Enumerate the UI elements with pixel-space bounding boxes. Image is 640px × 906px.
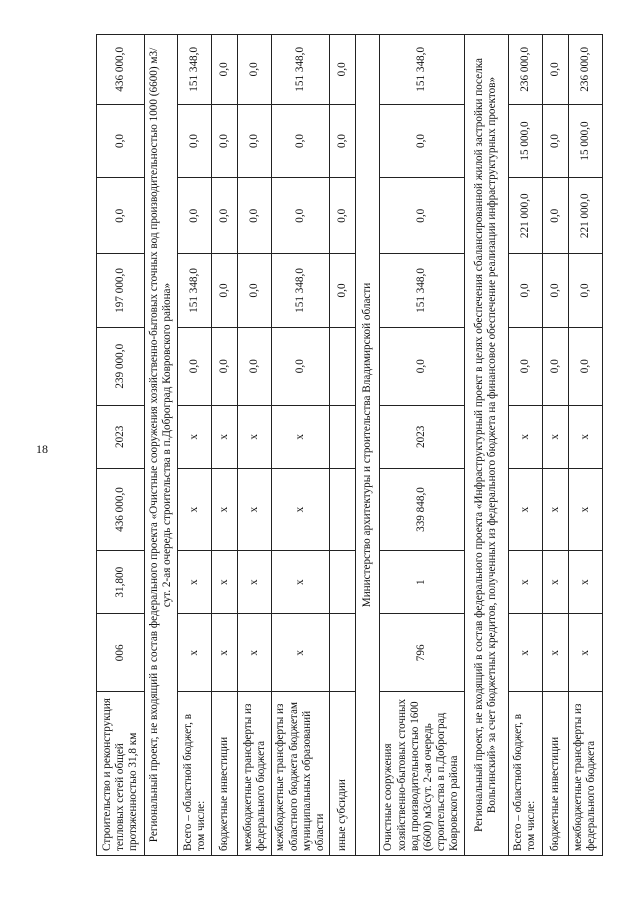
- row-label-cell: Всего – областной бюджет, в том числе:: [508, 692, 542, 856]
- value-cell: х: [542, 469, 568, 551]
- page-number: 18: [36, 442, 48, 456]
- value-cell: 0,0: [212, 178, 238, 254]
- value-cell: 221 000,0: [568, 178, 602, 254]
- value-cell: 0,0: [238, 327, 272, 405]
- value-cell: [330, 327, 356, 405]
- section-heading-row: [464, 35, 508, 856]
- value-cell: 0,0: [238, 178, 272, 254]
- value-cell: х: [212, 614, 238, 692]
- row-label-cell: межбюджетные трансферты из областного бюджета бюджетам муниципальных образований области: [272, 692, 330, 856]
- row-label-cell: бюджетные инвестиции: [212, 692, 238, 856]
- value-cell: 0,0: [542, 254, 568, 328]
- value-cell: х: [568, 550, 602, 613]
- value-cell: х: [568, 614, 602, 692]
- value-cell: 0,0: [212, 327, 238, 405]
- table-row: [272, 35, 330, 856]
- value-cell: 0,0: [97, 104, 145, 178]
- row-label-cell: межбюджетные трансферты из федерального бюджета: [238, 692, 272, 856]
- value-cell: 0,0: [568, 254, 602, 328]
- value-cell: х: [272, 614, 330, 692]
- table-row: [568, 35, 602, 856]
- value-cell: х: [272, 550, 330, 613]
- value-cell: 436 000,0: [97, 35, 145, 105]
- section-heading-cell: Региональный проект, не входящий в состав федерального проекта «Очистные сооружения хозяйственно-бытовых сточных вод производительностью 1000 (6600) м3/сут. 2-ая очередь строительства в п.Доброград Ковровского района»: [145, 35, 178, 856]
- value-cell: 0,0: [212, 254, 238, 328]
- table-row: [212, 35, 238, 856]
- value-cell: 0,0: [380, 178, 464, 254]
- value-cell: 0,0: [380, 327, 464, 405]
- value-cell: 197 000,0: [97, 254, 145, 328]
- value-cell: х: [178, 405, 212, 468]
- value-cell: 0,0: [330, 254, 356, 328]
- value-cell: 0,0: [238, 104, 272, 178]
- value-cell: х: [508, 469, 542, 551]
- value-cell: х: [272, 405, 330, 468]
- value-cell: 0,0: [542, 178, 568, 254]
- row-label-cell: Строительство и реконструкция тепловых сетей общей протяженностью 31,8 км: [97, 692, 145, 856]
- value-cell: 0,0: [238, 35, 272, 105]
- value-cell: х: [178, 550, 212, 613]
- value-cell: 0,0: [97, 178, 145, 254]
- value-cell: х: [542, 550, 568, 613]
- value-cell: 0,0: [542, 35, 568, 105]
- value-cell: х: [212, 405, 238, 468]
- value-cell: 151 348,0: [272, 35, 330, 105]
- value-cell: [330, 550, 356, 613]
- section-heading-cell: Региональный проект, не входящий в состав федерального проекта «Инфраструктурный проект в целях обеспечения сбалансированной жилой застройки поселка Вольгинский» за счет бюджетных кредитов, полученных из федерального бюджета на финансовое обеспечение реализации инфраструктурных проектов»: [464, 35, 508, 856]
- value-cell: х: [212, 469, 238, 551]
- value-cell: 31,800: [97, 550, 145, 613]
- value-cell: х: [542, 614, 568, 692]
- value-cell: 0,0: [178, 327, 212, 405]
- value-cell: 0,0: [272, 104, 330, 178]
- value-cell: 236 000,0: [508, 35, 542, 105]
- value-cell: 15 000,0: [568, 104, 602, 178]
- value-cell: х: [272, 469, 330, 551]
- table-row: [238, 35, 272, 856]
- value-cell: 0,0: [272, 327, 330, 405]
- table-body: [97, 35, 603, 856]
- value-cell: [330, 469, 356, 551]
- row-label-cell: Очистные сооружения хозяйственно-бытовых сточных вод производительностью 1600 (6600) м3/сут. 2-ая очередь строительства в п.Доброград Ковровского района: [380, 692, 464, 856]
- value-cell: 0,0: [178, 104, 212, 178]
- value-cell: х: [542, 405, 568, 468]
- value-cell: 0,0: [568, 327, 602, 405]
- value-cell: 2023: [380, 405, 464, 468]
- value-cell: 151 348,0: [380, 254, 464, 328]
- value-cell: [330, 614, 356, 692]
- row-label-cell: Всего – областной бюджет, в том числе:: [178, 692, 212, 856]
- value-cell: 436 000,0: [97, 469, 145, 551]
- value-cell: 151 348,0: [272, 254, 330, 328]
- value-cell: х: [508, 405, 542, 468]
- row-label-cell: межбюджетные трансферты из федерального бюджета: [568, 692, 602, 856]
- value-cell: х: [212, 550, 238, 613]
- value-cell: 151 348,0: [178, 35, 212, 105]
- value-cell: 0,0: [380, 104, 464, 178]
- value-cell: 0,0: [330, 104, 356, 178]
- value-cell: 0,0: [542, 327, 568, 405]
- value-cell: 0,0: [178, 178, 212, 254]
- value-cell: х: [508, 614, 542, 692]
- value-cell: 006: [97, 614, 145, 692]
- value-cell: 15 000,0: [508, 104, 542, 178]
- value-cell: х: [238, 469, 272, 551]
- value-cell: 0,0: [238, 254, 272, 328]
- value-cell: х: [238, 550, 272, 613]
- row-label-cell: иные субсидии: [330, 692, 356, 856]
- value-cell: 0,0: [212, 104, 238, 178]
- value-cell: 0,0: [212, 35, 238, 105]
- value-cell: х: [178, 614, 212, 692]
- value-cell: 1: [380, 550, 464, 613]
- value-cell: 0,0: [542, 104, 568, 178]
- value-cell: 239 000,0: [97, 327, 145, 405]
- value-cell: 2023: [97, 405, 145, 468]
- value-cell: 151 348,0: [178, 254, 212, 328]
- table-row: [380, 35, 464, 856]
- value-cell: х: [238, 405, 272, 468]
- section-heading-row: [145, 35, 178, 856]
- value-cell: 0,0: [272, 178, 330, 254]
- table-row: [97, 35, 145, 856]
- table-row: [508, 35, 542, 856]
- table-row: [178, 35, 212, 856]
- value-cell: 0,0: [508, 254, 542, 328]
- value-cell: х: [238, 614, 272, 692]
- value-cell: 221 000,0: [508, 178, 542, 254]
- value-cell: 0,0: [330, 178, 356, 254]
- value-cell: х: [568, 405, 602, 468]
- row-label-cell: бюджетные инвестиции: [542, 692, 568, 856]
- rotated-table-wrapper: [96, 34, 610, 856]
- value-cell: х: [508, 550, 542, 613]
- table-row: [542, 35, 568, 856]
- value-cell: 796: [380, 614, 464, 692]
- section-heading-row: [356, 35, 380, 856]
- budget-table: [96, 34, 603, 856]
- value-cell: х: [178, 469, 212, 551]
- value-cell: 236 000,0: [568, 35, 602, 105]
- value-cell: 0,0: [330, 35, 356, 105]
- value-cell: [330, 405, 356, 468]
- value-cell: х: [568, 469, 602, 551]
- section-heading-cell: Министерство архитектуры и строительства Владимирской области: [356, 35, 380, 856]
- table-row: [330, 35, 356, 856]
- value-cell: 339 848,0: [380, 469, 464, 551]
- value-cell: 151 348,0: [380, 35, 464, 105]
- value-cell: 0,0: [508, 327, 542, 405]
